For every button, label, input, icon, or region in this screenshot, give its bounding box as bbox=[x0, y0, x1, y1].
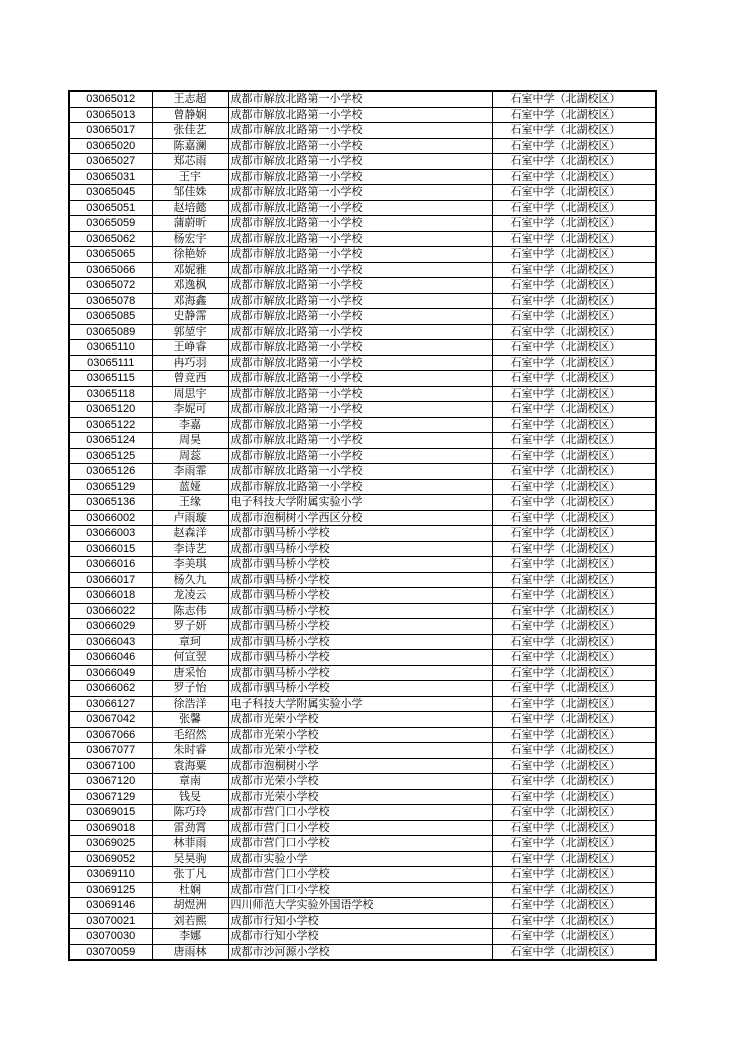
student-id-cell: 03069018 bbox=[69, 820, 152, 836]
student-name-cell: 赵培懿 bbox=[152, 200, 228, 216]
primary-school-cell: 成都市解放北路第一小学校 bbox=[228, 293, 492, 309]
table-row bbox=[69, 650, 656, 666]
student-id-cell: 03066003 bbox=[69, 526, 152, 542]
primary-school-cell: 成都市光荣小学校 bbox=[228, 727, 492, 743]
admitted-school-cell: 石室中学（北湖校区） bbox=[492, 433, 656, 449]
student-name-cell: 曾静娴 bbox=[152, 107, 228, 123]
primary-school-cell: 成都市解放北路第一小学校 bbox=[228, 216, 492, 232]
student-id-cell: 03065120 bbox=[69, 402, 152, 418]
admitted-school-cell: 石室中学（北湖校区） bbox=[492, 324, 656, 340]
admitted-school-cell: 石室中学（北湖校区） bbox=[492, 247, 656, 263]
table-row bbox=[69, 851, 656, 867]
student-name-cell: 唐采怡 bbox=[152, 665, 228, 681]
student-id-cell: 03065124 bbox=[69, 433, 152, 449]
table-row bbox=[69, 510, 656, 526]
primary-school-cell: 电子科技大学附属实验小学 bbox=[228, 495, 492, 511]
student-name-cell: 唐雨林 bbox=[152, 944, 228, 960]
table-row bbox=[69, 402, 656, 418]
admitted-school-cell: 石室中学（北湖校区） bbox=[492, 200, 656, 216]
student-id-cell: 03069125 bbox=[69, 882, 152, 898]
table-row bbox=[69, 433, 656, 449]
student-id-cell: 03065017 bbox=[69, 123, 152, 139]
student-id-cell: 03065065 bbox=[69, 247, 152, 263]
student-id-cell: 03069015 bbox=[69, 805, 152, 821]
student-name-cell: 王志超 bbox=[152, 91, 228, 107]
table-row bbox=[69, 681, 656, 697]
table-row bbox=[69, 603, 656, 619]
student-id-cell: 03065031 bbox=[69, 169, 152, 185]
student-id-cell: 03066022 bbox=[69, 603, 152, 619]
admitted-school-cell: 石室中学（北湖校区） bbox=[492, 154, 656, 170]
admitted-school-cell: 石室中学（北湖校区） bbox=[492, 944, 656, 960]
student-id-cell: 03066046 bbox=[69, 650, 152, 666]
primary-school-cell: 电子科技大学附属实验小学 bbox=[228, 696, 492, 712]
table-row bbox=[69, 309, 656, 325]
admitted-school-cell: 石室中学（北湖校区） bbox=[492, 696, 656, 712]
table-row bbox=[69, 526, 656, 542]
student-name-cell: 周昊 bbox=[152, 433, 228, 449]
admitted-school-cell: 石室中学（北湖校区） bbox=[492, 650, 656, 666]
primary-school-cell: 成都市解放北路第一小学校 bbox=[228, 340, 492, 356]
student-name-cell: 李雨霏 bbox=[152, 464, 228, 480]
student-name-cell: 林菲雨 bbox=[152, 836, 228, 852]
table-row bbox=[69, 138, 656, 154]
student-id-cell: 03065051 bbox=[69, 200, 152, 216]
student-name-cell: 李诗艺 bbox=[152, 541, 228, 557]
student-id-cell: 03065118 bbox=[69, 386, 152, 402]
table-row bbox=[69, 91, 656, 107]
table-row bbox=[69, 479, 656, 495]
student-name-cell: 雷劲霄 bbox=[152, 820, 228, 836]
primary-school-cell: 成都市驷马桥小学校 bbox=[228, 603, 492, 619]
student-name-cell: 徐艳娇 bbox=[152, 247, 228, 263]
table-row bbox=[69, 216, 656, 232]
student-id-cell: 03066018 bbox=[69, 588, 152, 604]
primary-school-cell: 成都市驷马桥小学校 bbox=[228, 557, 492, 573]
student-id-cell: 03065013 bbox=[69, 107, 152, 123]
student-id-cell: 03066062 bbox=[69, 681, 152, 697]
student-name-cell: 李美琪 bbox=[152, 557, 228, 573]
admitted-school-cell: 石室中学（北湖校区） bbox=[492, 913, 656, 929]
admitted-school-cell: 石室中学（北湖校区） bbox=[492, 185, 656, 201]
student-id-cell: 03067129 bbox=[69, 789, 152, 805]
student-id-cell: 03065045 bbox=[69, 185, 152, 201]
student-name-cell: 曾竞西 bbox=[152, 371, 228, 387]
table-row bbox=[69, 634, 656, 650]
primary-school-cell: 成都市解放北路第一小学校 bbox=[228, 433, 492, 449]
admitted-school-cell: 石室中学（北湖校区） bbox=[492, 464, 656, 480]
student-name-cell: 徐浩洋 bbox=[152, 696, 228, 712]
admitted-school-cell: 石室中学（北湖校区） bbox=[492, 929, 656, 945]
student-name-cell: 史静霈 bbox=[152, 309, 228, 325]
student-name-cell: 何宣翌 bbox=[152, 650, 228, 666]
student-name-cell: 张丁凡 bbox=[152, 867, 228, 883]
admitted-school-cell: 石室中学（北湖校区） bbox=[492, 619, 656, 635]
primary-school-cell: 成都市营门口小学校 bbox=[228, 867, 492, 883]
student-id-cell: 03065110 bbox=[69, 340, 152, 356]
primary-school-cell: 成都市解放北路第一小学校 bbox=[228, 278, 492, 294]
admitted-school-cell: 石室中学（北湖校区） bbox=[492, 107, 656, 123]
primary-school-cell: 成都市解放北路第一小学校 bbox=[228, 107, 492, 123]
student-id-cell: 03065125 bbox=[69, 448, 152, 464]
student-id-cell: 03066049 bbox=[69, 665, 152, 681]
admitted-school-cell: 石室中学（北湖校区） bbox=[492, 634, 656, 650]
student-name-cell: 胡煜洲 bbox=[152, 898, 228, 914]
table-row bbox=[69, 154, 656, 170]
primary-school-cell: 成都市解放北路第一小学校 bbox=[228, 479, 492, 495]
primary-school-cell: 成都市光荣小学校 bbox=[228, 789, 492, 805]
student-name-cell: 王峥睿 bbox=[152, 340, 228, 356]
table-row bbox=[69, 727, 656, 743]
student-id-cell: 03066017 bbox=[69, 572, 152, 588]
primary-school-cell: 成都市解放北路第一小学校 bbox=[228, 200, 492, 216]
admitted-school-cell: 石室中学（北湖校区） bbox=[492, 557, 656, 573]
table-row bbox=[69, 867, 656, 883]
student-id-cell: 03065059 bbox=[69, 216, 152, 232]
table-row bbox=[69, 712, 656, 728]
table-row bbox=[69, 324, 656, 340]
primary-school-cell: 成都市光荣小学校 bbox=[228, 774, 492, 790]
student-name-cell: 邓妮雅 bbox=[152, 262, 228, 278]
table-row bbox=[69, 913, 656, 929]
table-row bbox=[69, 448, 656, 464]
admitted-school-cell: 石室中学（北湖校区） bbox=[492, 371, 656, 387]
admitted-school-cell: 石室中学（北湖校区） bbox=[492, 386, 656, 402]
admitted-school-cell: 石室中学（北湖校区） bbox=[492, 262, 656, 278]
table-row bbox=[69, 200, 656, 216]
student-name-cell: 郑芯雨 bbox=[152, 154, 228, 170]
student-name-cell: 杜娴 bbox=[152, 882, 228, 898]
table-row bbox=[69, 107, 656, 123]
primary-school-cell: 四川师范大学实验外国语学校 bbox=[228, 898, 492, 914]
student-name-cell: 陈巧玲 bbox=[152, 805, 228, 821]
admitted-school-cell: 石室中学（北湖校区） bbox=[492, 836, 656, 852]
primary-school-cell: 成都市泡桐树小学 bbox=[228, 758, 492, 774]
student-name-cell: 张馨 bbox=[152, 712, 228, 728]
student-id-cell: 03065012 bbox=[69, 91, 152, 107]
table-row bbox=[69, 588, 656, 604]
student-name-cell: 龙凌云 bbox=[152, 588, 228, 604]
admitted-school-cell: 石室中学（北湖校区） bbox=[492, 91, 656, 107]
student-name-cell: 刘若熙 bbox=[152, 913, 228, 929]
table-row bbox=[69, 898, 656, 914]
student-id-cell: 03065122 bbox=[69, 417, 152, 433]
primary-school-cell: 成都市解放北路第一小学校 bbox=[228, 91, 492, 107]
primary-school-cell: 成都市解放北路第一小学校 bbox=[228, 169, 492, 185]
primary-school-cell: 成都市解放北路第一小学校 bbox=[228, 138, 492, 154]
primary-school-cell: 成都市营门口小学校 bbox=[228, 882, 492, 898]
student-id-cell: 03065111 bbox=[69, 355, 152, 371]
admitted-school-cell: 石室中学（北湖校区） bbox=[492, 123, 656, 139]
admission-table bbox=[68, 90, 657, 961]
admitted-school-cell: 石室中学（北湖校区） bbox=[492, 293, 656, 309]
student-id-cell: 03069146 bbox=[69, 898, 152, 914]
student-name-cell: 蒲蔚昕 bbox=[152, 216, 228, 232]
primary-school-cell: 成都市解放北路第一小学校 bbox=[228, 231, 492, 247]
student-id-cell: 03069025 bbox=[69, 836, 152, 852]
student-name-cell: 蓝娅 bbox=[152, 479, 228, 495]
table-row bbox=[69, 464, 656, 480]
table-row bbox=[69, 495, 656, 511]
student-id-cell: 03065027 bbox=[69, 154, 152, 170]
primary-school-cell: 成都市光荣小学校 bbox=[228, 743, 492, 759]
student-name-cell: 李妮可 bbox=[152, 402, 228, 418]
admitted-school-cell: 石室中学（北湖校区） bbox=[492, 588, 656, 604]
student-name-cell: 李娜 bbox=[152, 929, 228, 945]
primary-school-cell: 成都市解放北路第一小学校 bbox=[228, 123, 492, 139]
student-id-cell: 03066016 bbox=[69, 557, 152, 573]
table-row bbox=[69, 371, 656, 387]
primary-school-cell: 成都市营门口小学校 bbox=[228, 820, 492, 836]
primary-school-cell: 成都市解放北路第一小学校 bbox=[228, 386, 492, 402]
student-name-cell: 张佳艺 bbox=[152, 123, 228, 139]
student-name-cell: 朱时睿 bbox=[152, 743, 228, 759]
primary-school-cell: 成都市营门口小学校 bbox=[228, 805, 492, 821]
primary-school-cell: 成都市驷马桥小学校 bbox=[228, 526, 492, 542]
primary-school-cell: 成都市营门口小学校 bbox=[228, 836, 492, 852]
primary-school-cell: 成都市驷马桥小学校 bbox=[228, 650, 492, 666]
primary-school-cell: 成都市解放北路第一小学校 bbox=[228, 185, 492, 201]
table-row bbox=[69, 944, 656, 960]
table-row bbox=[69, 696, 656, 712]
admitted-school-cell: 石室中学（北湖校区） bbox=[492, 758, 656, 774]
student-id-cell: 03065020 bbox=[69, 138, 152, 154]
admission-table-body bbox=[69, 91, 656, 960]
primary-school-cell: 成都市解放北路第一小学校 bbox=[228, 371, 492, 387]
primary-school-cell: 成都市解放北路第一小学校 bbox=[228, 417, 492, 433]
admitted-school-cell: 石室中学（北湖校区） bbox=[492, 479, 656, 495]
student-name-cell: 王缘 bbox=[152, 495, 228, 511]
student-name-cell: 周思宇 bbox=[152, 386, 228, 402]
table-row bbox=[69, 386, 656, 402]
table-row bbox=[69, 231, 656, 247]
student-id-cell: 03070059 bbox=[69, 944, 152, 960]
primary-school-cell: 成都市解放北路第一小学校 bbox=[228, 247, 492, 263]
student-name-cell: 赵森洋 bbox=[152, 526, 228, 542]
student-id-cell: 03070030 bbox=[69, 929, 152, 945]
student-name-cell: 陈嘉澜 bbox=[152, 138, 228, 154]
primary-school-cell: 成都市解放北路第一小学校 bbox=[228, 464, 492, 480]
admitted-school-cell: 石室中学（北湖校区） bbox=[492, 495, 656, 511]
table-row bbox=[69, 774, 656, 790]
student-name-cell: 周蕊 bbox=[152, 448, 228, 464]
student-name-cell: 钱旻 bbox=[152, 789, 228, 805]
table-row bbox=[69, 758, 656, 774]
table-row bbox=[69, 169, 656, 185]
admitted-school-cell: 石室中学（北湖校区） bbox=[492, 231, 656, 247]
admitted-school-cell: 石室中学（北湖校区） bbox=[492, 510, 656, 526]
primary-school-cell: 成都市解放北路第一小学校 bbox=[228, 324, 492, 340]
admitted-school-cell: 石室中学（北湖校区） bbox=[492, 681, 656, 697]
table-row bbox=[69, 836, 656, 852]
student-name-cell: 王宇 bbox=[152, 169, 228, 185]
primary-school-cell: 成都市解放北路第一小学校 bbox=[228, 402, 492, 418]
student-id-cell: 03065129 bbox=[69, 479, 152, 495]
student-id-cell: 03065136 bbox=[69, 495, 152, 511]
student-name-cell: 袁海粟 bbox=[152, 758, 228, 774]
primary-school-cell: 成都市驷马桥小学校 bbox=[228, 588, 492, 604]
table-row bbox=[69, 882, 656, 898]
student-id-cell: 03067066 bbox=[69, 727, 152, 743]
admitted-school-cell: 石室中学（北湖校区） bbox=[492, 448, 656, 464]
primary-school-cell: 成都市驷马桥小学校 bbox=[228, 665, 492, 681]
student-id-cell: 03069052 bbox=[69, 851, 152, 867]
primary-school-cell: 成都市驷马桥小学校 bbox=[228, 619, 492, 635]
table-row bbox=[69, 789, 656, 805]
student-id-cell: 03065126 bbox=[69, 464, 152, 480]
table-row bbox=[69, 619, 656, 635]
admitted-school-cell: 石室中学（北湖校区） bbox=[492, 572, 656, 588]
table-row bbox=[69, 355, 656, 371]
student-id-cell: 03065062 bbox=[69, 231, 152, 247]
table-row bbox=[69, 572, 656, 588]
student-id-cell: 03066002 bbox=[69, 510, 152, 526]
student-name-cell: 杨久九 bbox=[152, 572, 228, 588]
table-row bbox=[69, 743, 656, 759]
student-id-cell: 03065078 bbox=[69, 293, 152, 309]
admitted-school-cell: 石室中学（北湖校区） bbox=[492, 138, 656, 154]
student-id-cell: 03065085 bbox=[69, 309, 152, 325]
primary-school-cell: 成都市解放北路第一小学校 bbox=[228, 262, 492, 278]
student-name-cell: 章南 bbox=[152, 774, 228, 790]
student-id-cell: 03067042 bbox=[69, 712, 152, 728]
primary-school-cell: 成都市光荣小学校 bbox=[228, 712, 492, 728]
student-name-cell: 李嘉 bbox=[152, 417, 228, 433]
primary-school-cell: 成都市行知小学校 bbox=[228, 929, 492, 945]
student-name-cell: 章珂 bbox=[152, 634, 228, 650]
admitted-school-cell: 石室中学（北湖校区） bbox=[492, 417, 656, 433]
student-name-cell: 邓海鑫 bbox=[152, 293, 228, 309]
admitted-school-cell: 石室中学（北湖校区） bbox=[492, 727, 656, 743]
table-row bbox=[69, 805, 656, 821]
student-name-cell: 冉巧羽 bbox=[152, 355, 228, 371]
table-row bbox=[69, 262, 656, 278]
table-row bbox=[69, 417, 656, 433]
table-row bbox=[69, 557, 656, 573]
admitted-school-cell: 石室中学（北湖校区） bbox=[492, 402, 656, 418]
admitted-school-cell: 石室中学（北湖校区） bbox=[492, 526, 656, 542]
table-row bbox=[69, 665, 656, 681]
primary-school-cell: 成都市泡桐树小学西区分校 bbox=[228, 510, 492, 526]
admitted-school-cell: 石室中学（北湖校区） bbox=[492, 805, 656, 821]
primary-school-cell: 成都市沙河源小学校 bbox=[228, 944, 492, 960]
student-id-cell: 03065089 bbox=[69, 324, 152, 340]
student-name-cell: 杨宏宇 bbox=[152, 231, 228, 247]
admitted-school-cell: 石室中学（北湖校区） bbox=[492, 665, 656, 681]
admitted-school-cell: 石室中学（北湖校区） bbox=[492, 169, 656, 185]
primary-school-cell: 成都市解放北路第一小学校 bbox=[228, 448, 492, 464]
primary-school-cell: 成都市驷马桥小学校 bbox=[228, 634, 492, 650]
admitted-school-cell: 石室中学（北湖校区） bbox=[492, 820, 656, 836]
student-name-cell: 卢雨璇 bbox=[152, 510, 228, 526]
admitted-school-cell: 石室中学（北湖校区） bbox=[492, 216, 656, 232]
student-id-cell: 03066043 bbox=[69, 634, 152, 650]
table-row bbox=[69, 541, 656, 557]
admitted-school-cell: 石室中学（北湖校区） bbox=[492, 882, 656, 898]
primary-school-cell: 成都市解放北路第一小学校 bbox=[228, 154, 492, 170]
admitted-school-cell: 石室中学（北湖校区） bbox=[492, 743, 656, 759]
admitted-school-cell: 石室中学（北湖校区） bbox=[492, 541, 656, 557]
student-id-cell: 03067077 bbox=[69, 743, 152, 759]
student-name-cell: 邹佳姝 bbox=[152, 185, 228, 201]
table-row bbox=[69, 185, 656, 201]
student-id-cell: 03065072 bbox=[69, 278, 152, 294]
table-row bbox=[69, 820, 656, 836]
primary-school-cell: 成都市驷马桥小学校 bbox=[228, 572, 492, 588]
table-row bbox=[69, 293, 656, 309]
admitted-school-cell: 石室中学（北湖校区） bbox=[492, 309, 656, 325]
admitted-school-cell: 石室中学（北湖校区） bbox=[492, 278, 656, 294]
admitted-school-cell: 石室中学（北湖校区） bbox=[492, 898, 656, 914]
student-name-cell: 毛绍然 bbox=[152, 727, 228, 743]
student-id-cell: 03067120 bbox=[69, 774, 152, 790]
student-id-cell: 03065066 bbox=[69, 262, 152, 278]
admitted-school-cell: 石室中学（北湖校区） bbox=[492, 712, 656, 728]
student-id-cell: 03066015 bbox=[69, 541, 152, 557]
student-name-cell: 郭堃宇 bbox=[152, 324, 228, 340]
student-name-cell: 陈志伟 bbox=[152, 603, 228, 619]
admitted-school-cell: 石室中学（北湖校区） bbox=[492, 789, 656, 805]
primary-school-cell: 成都市解放北路第一小学校 bbox=[228, 355, 492, 371]
student-id-cell: 03067100 bbox=[69, 758, 152, 774]
primary-school-cell: 成都市驷马桥小学校 bbox=[228, 541, 492, 557]
student-id-cell: 03070021 bbox=[69, 913, 152, 929]
admitted-school-cell: 石室中学（北湖校区） bbox=[492, 851, 656, 867]
primary-school-cell: 成都市解放北路第一小学校 bbox=[228, 309, 492, 325]
student-id-cell: 03066127 bbox=[69, 696, 152, 712]
student-id-cell: 03066029 bbox=[69, 619, 152, 635]
table-row bbox=[69, 278, 656, 294]
student-name-cell: 吴昊驹 bbox=[152, 851, 228, 867]
admitted-school-cell: 石室中学（北湖校区） bbox=[492, 340, 656, 356]
admitted-school-cell: 石室中学（北湖校区） bbox=[492, 355, 656, 371]
table-row bbox=[69, 929, 656, 945]
student-id-cell: 03069110 bbox=[69, 867, 152, 883]
student-name-cell: 邓逸枫 bbox=[152, 278, 228, 294]
student-name-cell: 罗子怡 bbox=[152, 681, 228, 697]
admitted-school-cell: 石室中学（北湖校区） bbox=[492, 774, 656, 790]
student-id-cell: 03065115 bbox=[69, 371, 152, 387]
student-name-cell: 罗子妍 bbox=[152, 619, 228, 635]
primary-school-cell: 成都市行知小学校 bbox=[228, 913, 492, 929]
table-row bbox=[69, 247, 656, 263]
admitted-school-cell: 石室中学（北湖校区） bbox=[492, 867, 656, 883]
admitted-school-cell: 石室中学（北湖校区） bbox=[492, 603, 656, 619]
primary-school-cell: 成都市驷马桥小学校 bbox=[228, 681, 492, 697]
table-row bbox=[69, 340, 656, 356]
table-row bbox=[69, 123, 656, 139]
primary-school-cell: 成都市实验小学 bbox=[228, 851, 492, 867]
